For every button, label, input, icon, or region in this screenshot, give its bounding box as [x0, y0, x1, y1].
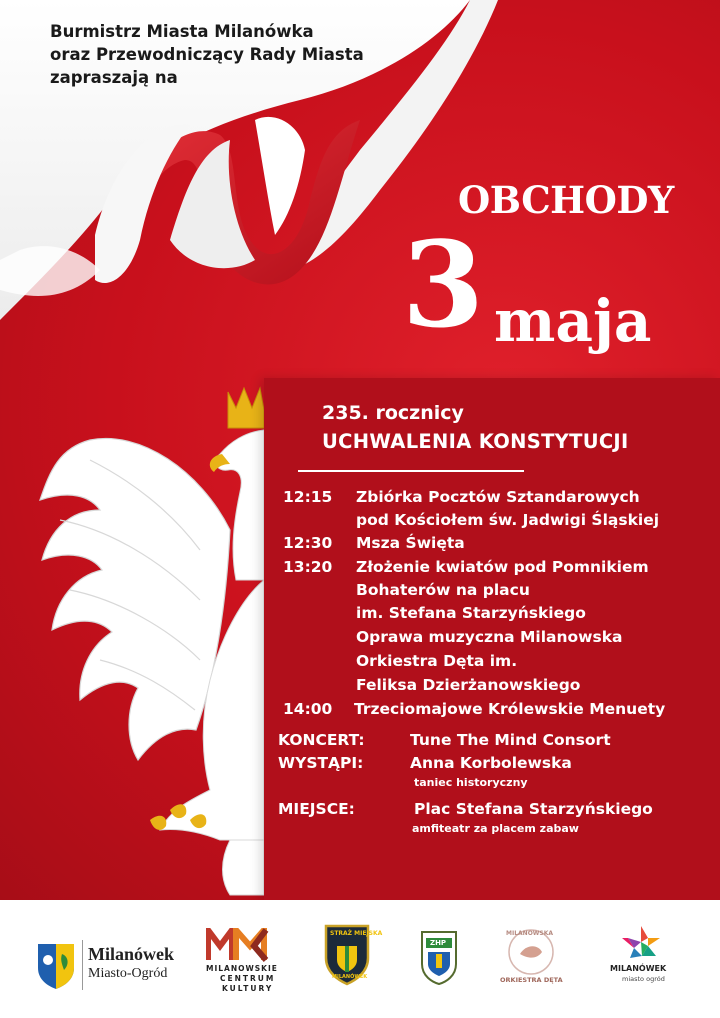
- title-month: maja: [494, 287, 652, 355]
- schedule-desc: Oprawa muzyczna Milanowska: [356, 628, 623, 646]
- straz-miejska-logo: [322, 922, 383, 986]
- mck-logo: [206, 928, 286, 998]
- schedule-desc: Feliksa Dzierżanowskiego: [356, 676, 581, 694]
- schedule-time: 13:20: [283, 558, 333, 576]
- milanowek-logo: [36, 938, 186, 998]
- anniversary-line: 235. rocznicy: [322, 402, 464, 424]
- schedule-desc: Złożenie kwiatów pod Pomnikiem: [356, 558, 649, 576]
- schedule-desc: Zbiórka Pocztów Sztandarowych: [356, 488, 640, 506]
- schedule-desc: Bohaterów na placu: [356, 581, 530, 599]
- miejsce-value: Plac Stefana Starzyńskiego: [414, 800, 653, 818]
- straz-bottom: MILANÓWEK: [332, 974, 368, 980]
- zhp-text: ZHP: [430, 939, 447, 947]
- mck-line3: KULTURY: [222, 984, 274, 993]
- colorful-star-icon: [608, 924, 674, 964]
- invitation-header: [50, 20, 364, 89]
- constitution-line: UCHWALENIA KONSTYTUCJI: [322, 430, 629, 453]
- divider-line: [298, 470, 524, 472]
- mck-line2: CENTRUM: [220, 974, 276, 983]
- schedule-desc: im. Stefana Starzyńskiego: [356, 604, 586, 622]
- zhp-logo: [418, 924, 460, 986]
- koncert-value: Tune The Mind Consort: [410, 731, 611, 749]
- wystapi-note: taniec historyczny: [414, 776, 528, 789]
- header-line-1: Burmistrz Miasta Milanówka: [50, 22, 314, 41]
- milanowek2-name: MILANÓWEK: [610, 964, 667, 973]
- milanowek-name: Milanówek: [88, 944, 175, 964]
- miejsce-note: amfiteatr za placem zabaw: [412, 822, 579, 835]
- schedule-time: 12:15: [283, 488, 333, 506]
- title-obchody: OBCHODY: [458, 178, 674, 222]
- milanowek-coat-of-arms-icon: [36, 942, 76, 990]
- schedule-desc: Orkiestra Dęta im.: [356, 652, 518, 670]
- mck-letters-icon: [206, 928, 282, 962]
- schedule-desc: Msza Święta: [356, 534, 465, 552]
- schedule-desc: pod Kościołem św. Jadwigi Śląskiej: [356, 511, 660, 529]
- wystapi-value: Anna Korbolewska: [410, 754, 572, 772]
- schedule-desc: Trzeciomajowe Królewskie Menuety: [354, 700, 666, 718]
- orkiestra-deta-logo: [496, 924, 566, 990]
- header-line-2: oraz Przewodniczący Rady Miasta: [50, 45, 364, 64]
- koncert-label: KONCERT:: [278, 731, 365, 749]
- mck-line1: MILANOWSKIE: [206, 964, 278, 973]
- schedule-time: 14:00: [283, 700, 333, 718]
- footer-logos: [0, 900, 720, 1018]
- white-eagle-emblem: [30, 380, 270, 900]
- title-day: 3: [402, 215, 485, 354]
- orkiestra-top: MILANOWSKA: [506, 930, 554, 937]
- milanowek-star-logo: [608, 924, 674, 990]
- milanowek-sub: Miasto-Ogród: [88, 966, 168, 981]
- wystapi-label: WYSTĄPI:: [278, 754, 364, 772]
- miejsce-label: MIEJSCE:: [278, 800, 355, 818]
- straz-text: STRAŻ MIEJSKA: [330, 930, 383, 937]
- milanowek2-sub: miasto ogród: [622, 975, 665, 983]
- schedule-time: 12:30: [283, 534, 333, 552]
- header-line-3: zapraszają na: [50, 68, 178, 87]
- zhp-emblem-icon: [418, 924, 460, 986]
- orkiestra-bottom: ORKIESTRA DĘTA: [500, 976, 563, 984]
